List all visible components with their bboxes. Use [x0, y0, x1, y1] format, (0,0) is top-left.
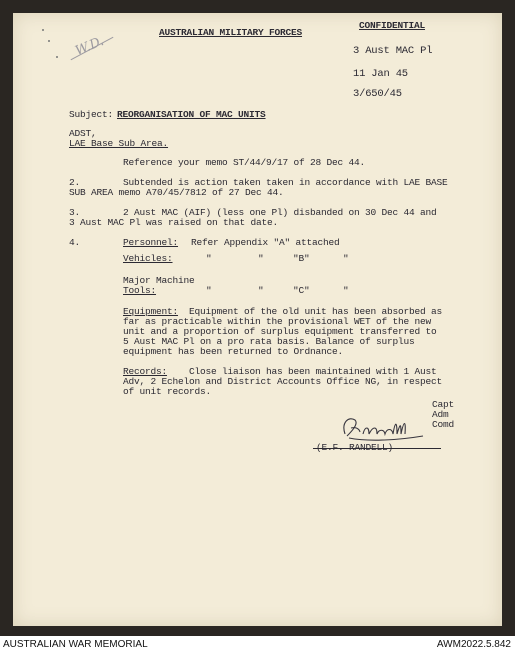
records-line-3: of unit records. — [123, 386, 212, 397]
classification-marking: CONFIDENTIAL — [359, 20, 426, 31]
paper-mark — [48, 40, 50, 42]
paper-mark — [42, 29, 44, 31]
equipment-line-3: unit and a proportion of surplus equipment transferred to — [123, 326, 437, 337]
signature — [339, 412, 429, 446]
subject-text: REORGANISATION OF MAC UNITS — [117, 109, 266, 120]
personnel-label: Personnel: — [123, 237, 179, 248]
archive-accession-number: AWM2022.5.842 — [436, 639, 511, 650]
para-2-line-1: Subtended is action taken taken in accordance with LAE BASE — [123, 177, 448, 188]
reference-line: Reference your memo ST/44/9/17 of 28 Dec 44. — [123, 157, 366, 168]
addressee-line-2: LAE Base Sub Area. — [69, 138, 169, 149]
vehicles-label: Vehicles: — [123, 253, 173, 264]
file-reference: 3/650/45 — [353, 88, 402, 100]
archive-name: AUSTRALIAN WAR MEMORIAL — [3, 639, 148, 650]
tools-label-line-2: Tools: — [123, 285, 157, 296]
para-2-line-2: SUB AREA memo A70/45/7812 of 27 Dec 44. — [69, 187, 284, 198]
signatory-name: (E.F. RANDELL) — [316, 442, 394, 453]
equipment-line-2: far as practicable within the provisional WET of the new — [123, 316, 432, 327]
tools-label-line-1: Major Machine — [123, 275, 195, 286]
appendix-reference: "C" — [293, 285, 310, 296]
para-3-line-1: 2 Aust MAC (AIF) (less one Pl) disbanded on 30 Dec 44 and — [123, 207, 437, 218]
subject-label: Subject: — [69, 109, 114, 120]
ditto-mark: " — [343, 253, 349, 264]
ditto-mark: " — [258, 285, 264, 296]
records-line-2: Adv, 2 Echelon and District Accounts Office NG, in respect — [123, 376, 443, 387]
records-line-1: Close liaison has been maintained with 1 Aust — [189, 366, 437, 377]
addressee-line-1: ADST, — [69, 128, 97, 139]
paper-mark — [56, 56, 58, 58]
document-date: 11 Jan 45 — [353, 68, 408, 80]
para-2-number: 2. — [69, 177, 81, 188]
document-title: AUSTRALIAN MILITARY FORCES — [159, 27, 303, 38]
archive-footer — [0, 636, 515, 653]
para-4-number: 4. — [69, 237, 81, 248]
records-label: Records: — [123, 366, 168, 377]
signatory-title-2: Comd — [432, 419, 455, 430]
signatory-title-1: Adm — [432, 409, 449, 420]
equipment-label: Equipment: — [123, 306, 179, 317]
para-3-line-2: 3 Aust MAC Pl was raised on that date. — [69, 217, 279, 228]
signatory-rank: Capt — [432, 399, 455, 410]
personnel-text: Refer Appendix "A" attached — [191, 237, 340, 248]
ditto-mark: " — [343, 285, 349, 296]
appendix-reference: "B" — [293, 253, 310, 264]
equipment-line-4: 5 Aust MAC Pl on a pro rata basis. Balance of surplus — [123, 336, 415, 347]
ditto-mark: " — [258, 253, 264, 264]
equipment-line-1: Equipment of the old unit has been absorbed as — [189, 306, 443, 317]
para-3-number: 3. — [69, 207, 81, 218]
document-page — [13, 13, 502, 626]
ditto-mark: " — [206, 285, 212, 296]
equipment-line-5: equipment has been returned to Ordnance. — [123, 346, 344, 357]
unit-designation: 3 Aust MAC Pl — [353, 45, 433, 57]
ditto-mark: " — [206, 253, 212, 264]
handwritten-annotation: W.D. — [73, 34, 107, 59]
